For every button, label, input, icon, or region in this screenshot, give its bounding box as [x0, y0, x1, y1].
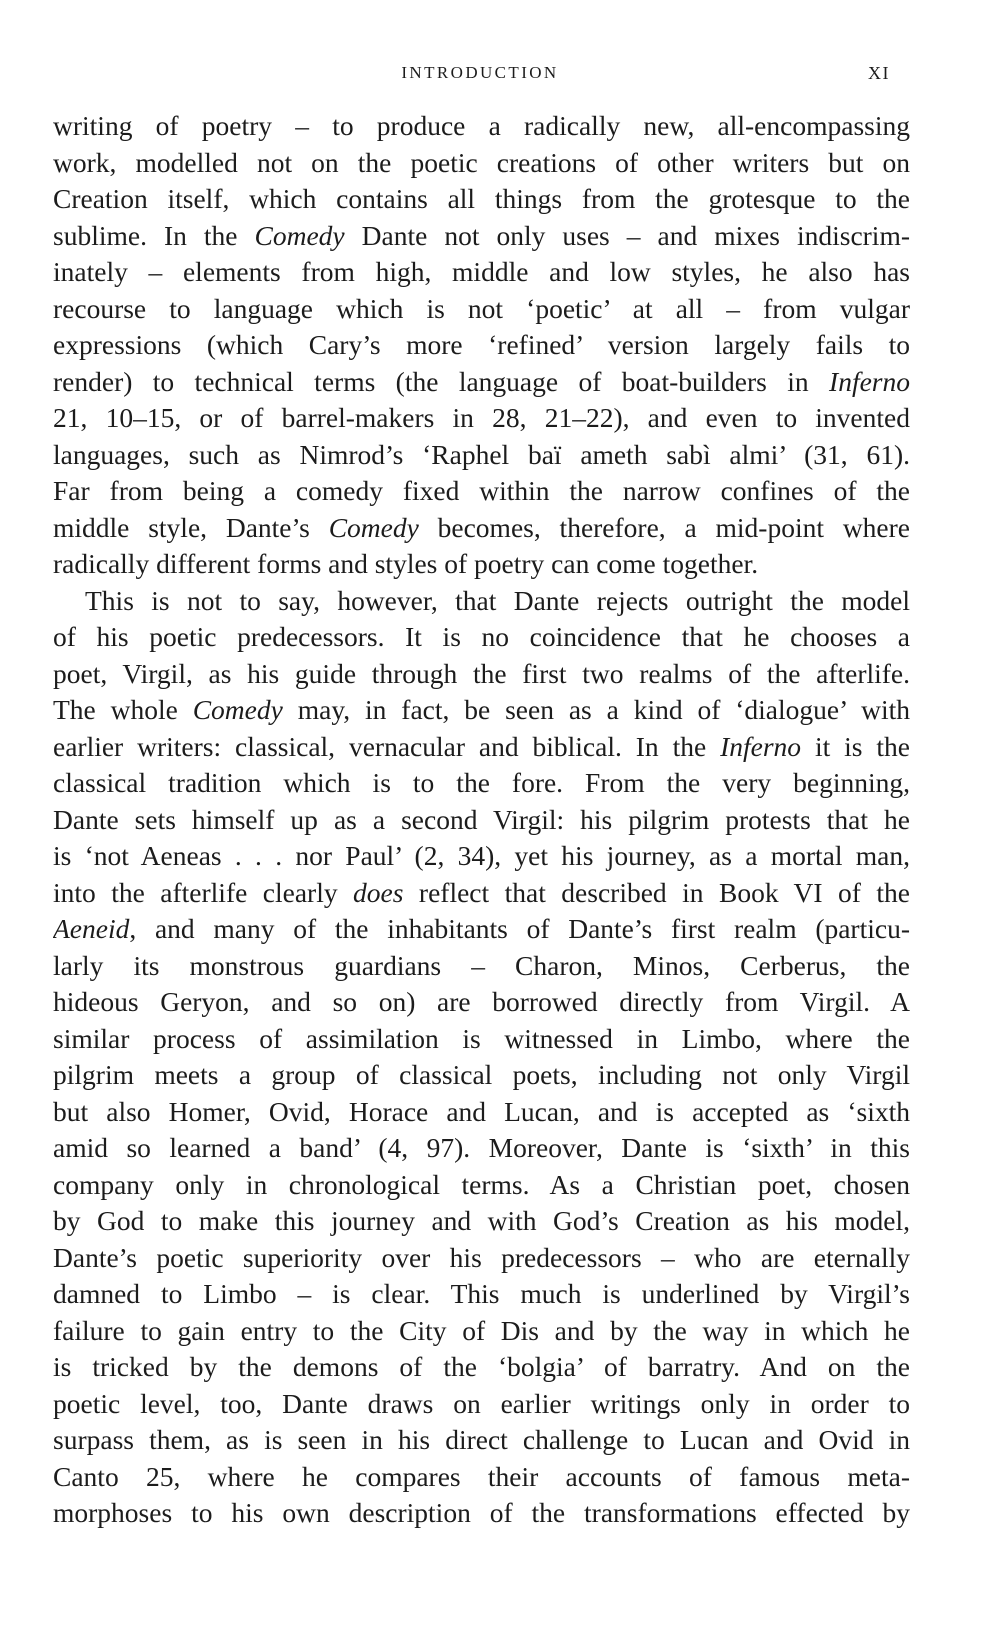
text-line: by God to make this journey and with God’s Creation as his model,	[53, 1205, 910, 1236]
text-line: radically different forms and styles of poetry can come together.	[53, 548, 759, 579]
text-line: expressions (which Cary’s more ‘refined’ version largely fails to	[53, 329, 910, 360]
text-line: Dante sets himself up as a second Virgil: his pilgrim protests that he	[53, 803, 910, 835]
text-line: render) to technical terms (the language of boat-builders in Inferno	[53, 365, 910, 397]
text-line: recourse to language which is not ‘poetic’ at all – from vulgar	[53, 292, 910, 324]
text-line: poetic level, too, Dante draws on earlier writings only in order to	[53, 1387, 910, 1419]
text-line: earlier writers: classical, vernacular and biblical. In the Inferno it is the	[53, 730, 910, 762]
text-line: The whole Comedy may, in fact, be seen as a kind of ‘dialogue’ with	[53, 694, 910, 725]
italic-title: Aeneid	[53, 913, 130, 944]
running-title: INTRODUCTION	[401, 63, 559, 82]
italic-title: Comedy	[254, 219, 345, 251]
text-line: Dante’s poetic superiority over his predecessors – who are eternally	[53, 1241, 910, 1273]
text-line: poet, Virgil, as his guide through the first two realms of the afterlife.	[53, 657, 910, 689]
text-line: Aeneid, and many of the inhabitants of Dante’s first realm (particu-	[53, 913, 910, 944]
text-line: inately – elements from high, middle and low styles, he also has	[53, 256, 910, 287]
text-line: larly its monstrous guardians – Charon, Minos, Cerberus, the	[53, 949, 910, 981]
italic-title: Inferno	[720, 730, 802, 762]
text-line: work, modelled not on the poetic creations of other writers but on	[53, 146, 910, 178]
text-line: surpass them, as is seen in his direct challenge to Lucan and Ovid in	[53, 1424, 910, 1455]
text-line: hideous Geryon, and so on) are borrowed directly from Virgil. A	[53, 986, 910, 1017]
text-line: classical tradition which is to the fore. From the very beginning,	[53, 767, 910, 798]
text-line: company only in chronological terms. As a Christian poet, chosen	[53, 1168, 910, 1200]
text-line: similar process of assimilation is witnessed in Limbo, where the	[53, 1022, 910, 1054]
text-line: into the afterlife clearly does reflect that described in Book VI of the	[53, 876, 910, 908]
text-line: morphoses to his own description of the transformations effected by	[53, 1497, 910, 1528]
text-line: languages, such as Nimrod’s ‘Raphel baï ameth sabì almi’ (31, 61).	[53, 438, 910, 470]
text-line: pilgrim meets a group of classical poets, including not only Virgil	[53, 1059, 910, 1090]
text-line: This is not to say, however, that Dante rejects outright the model	[85, 584, 910, 616]
text-line: is tricked by the demons of the ‘bolgia’ of barratry. And on the	[53, 1351, 910, 1382]
text-line: damned to Limbo – is clear. This much is underlined by Virgil’s	[53, 1278, 910, 1309]
running-head	[0, 58, 1000, 88]
text-line: of his poetic predecessors. It is no coincidence that he chooses a	[53, 621, 910, 652]
text-line: Creation itself, which contains all things from the grotesque to the	[53, 183, 910, 214]
text-line: failure to gain entry to the City of Dis and by the way in which he	[53, 1314, 910, 1346]
text-line: Canto 25, where he compares their accounts of famous meta-	[53, 1460, 910, 1492]
italic-title: Comedy	[192, 694, 283, 725]
text-line: 21, 10–15, or of barrel-makers in 28, 21–22), and even to invented	[53, 402, 910, 433]
page-number: XI	[868, 63, 890, 83]
text-line: middle style, Dante’s Comedy becomes, therefore, a mid-point where	[53, 511, 910, 543]
italic-title: Comedy	[328, 511, 419, 543]
italic-title: Inferno	[829, 365, 910, 397]
text-line: amid so learned a band’ (4, 97). Moreover, Dante is ‘sixth’ in this	[53, 1132, 910, 1163]
text-line: writing of poetry – to produce a radically new, all-encompassing	[53, 110, 910, 141]
body-text	[53, 108, 910, 1532]
text-line: Far from being a comedy fixed within the narrow confines of the	[53, 475, 910, 506]
text-line: but also Homer, Ovid, Horace and Lucan, and is accepted as ‘sixth	[53, 1095, 910, 1127]
italic-emphasis: does	[353, 876, 404, 908]
text-line: sublime. In the Comedy Dante not only uses – and mixes indiscrim-	[53, 219, 910, 251]
text-line: is ‘not Aeneas . . . nor Paul’ (2, 34), yet his journey, as a mortal man,	[53, 840, 910, 871]
